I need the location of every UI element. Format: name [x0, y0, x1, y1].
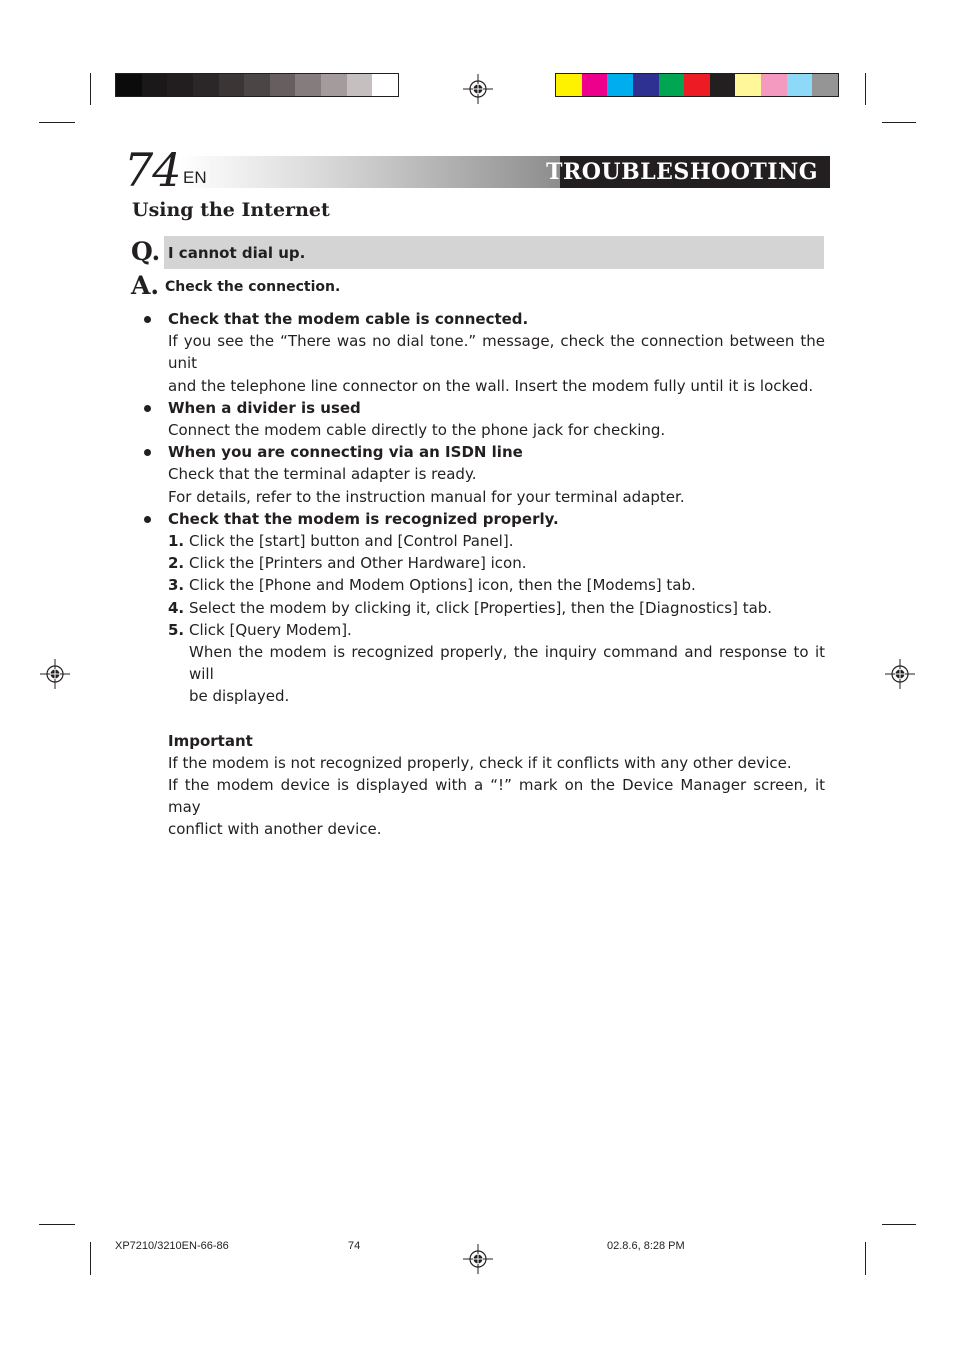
- color-swatch: [219, 74, 245, 96]
- footer-file: XP7210/3210EN-66-86: [115, 1240, 229, 1252]
- item-line: and the telephone line connector on the wall. Insert the modem fully until it is locked.: [168, 376, 814, 395]
- list-item: [168, 441, 825, 508]
- item-heading: When you are connecting via an ISDN line: [168, 443, 523, 462]
- step-extra-line: When the modem is recognized properly, the inquiry command and response to it will: [189, 643, 825, 684]
- color-swatch: [787, 74, 813, 96]
- bullet-icon: [144, 516, 151, 523]
- item-heading: Check that the modem is recognized properly.: [168, 509, 559, 528]
- crop-mark: [90, 1242, 91, 1275]
- color-swatch: [321, 74, 347, 96]
- color-swatch: [735, 74, 761, 96]
- step-number: 1.: [168, 532, 185, 551]
- page-language: EN: [183, 168, 207, 187]
- crop-mark: [90, 73, 91, 105]
- question-text: I cannot dial up.: [168, 244, 306, 262]
- footer-page: 74: [348, 1240, 361, 1252]
- step-text: Click the [start] button and [Control Panel].: [189, 532, 514, 551]
- step-number: 2.: [168, 554, 185, 573]
- list-item: [168, 308, 825, 397]
- important-line: conflict with another device.: [168, 820, 382, 839]
- bullet-icon: [144, 316, 151, 323]
- spacer: [168, 708, 825, 730]
- color-swatch: [244, 74, 270, 96]
- bullet-icon: [144, 449, 151, 456]
- color-swatch: [761, 74, 787, 96]
- step-text: Click the [Printers and Other Hardware] icon.: [189, 554, 527, 573]
- crop-mark: [882, 1224, 916, 1225]
- step-item: [168, 574, 825, 596]
- answer-text: Check the connection.: [165, 279, 341, 295]
- step-item: [168, 597, 825, 619]
- step-text: Click [Query Modem].: [189, 620, 352, 639]
- step-extra-line: be displayed.: [189, 687, 290, 706]
- color-swatch: [116, 74, 142, 96]
- bullet-icon: [144, 405, 151, 412]
- section-title-text: TROUBLESHOOTING: [546, 159, 818, 185]
- answer-content: [168, 308, 825, 841]
- color-swatch: [684, 74, 710, 96]
- step-text: Click the [Phone and Modem Options] icon, then the [Modems] tab.: [189, 576, 696, 595]
- question-letter: Q.: [131, 237, 161, 266]
- color-swatch: [556, 74, 582, 96]
- important-note: [168, 730, 825, 841]
- footer-timestamp: 02.8.6, 8:28 PM: [607, 1240, 685, 1252]
- color-swatch-bar: [555, 73, 839, 97]
- list-item: [168, 397, 825, 441]
- item-line: For details, refer to the instruction manual for your terminal adapter.: [168, 487, 685, 506]
- item-line: Check that the terminal adapter is ready.: [168, 465, 477, 484]
- crop-mark: [39, 122, 75, 123]
- subsection-heading: Using the Internet: [132, 199, 330, 221]
- list-item: [168, 508, 825, 708]
- section-title: [546, 156, 830, 188]
- color-swatch: [142, 74, 168, 96]
- important-heading: Important: [168, 731, 253, 750]
- crop-mark: [39, 1224, 75, 1225]
- registration-mark-icon: [463, 1244, 493, 1274]
- item-heading: Check that the modem cable is connected.: [168, 310, 529, 328]
- item-heading: When a divider is used: [168, 398, 361, 417]
- color-swatch: [347, 74, 373, 96]
- color-swatch: [270, 74, 296, 96]
- color-swatch: [607, 74, 633, 96]
- important-line: If the modem is not recognized properly, check if it conflicts with any other device.: [168, 753, 792, 772]
- step-number: 3.: [168, 576, 185, 595]
- registration-mark-icon: [885, 659, 915, 689]
- page-number: 74: [124, 143, 181, 197]
- color-swatch: [372, 74, 398, 96]
- step-item: [168, 530, 825, 552]
- registration-mark-icon: [40, 659, 70, 689]
- color-swatch: [582, 74, 608, 96]
- color-swatch: [633, 74, 659, 96]
- step-number: 5.: [168, 620, 185, 639]
- color-swatch: [167, 74, 193, 96]
- registration-mark-icon: [463, 74, 493, 104]
- crop-mark: [882, 122, 916, 123]
- color-swatch: [659, 74, 685, 96]
- step-number: 4.: [168, 598, 185, 617]
- step-item: [168, 619, 825, 708]
- crop-mark: [865, 73, 866, 105]
- crop-mark: [865, 1242, 866, 1275]
- color-swatch: [295, 74, 321, 96]
- color-swatch: [812, 74, 838, 96]
- step-text: Select the modem by clicking it, click [Properties], then the [Diagnostics] tab.: [189, 598, 773, 617]
- important-line: If the modem device is displayed with a “!” mark on the Device Manager screen, it may: [168, 776, 825, 817]
- color-swatch: [193, 74, 219, 96]
- gray-swatch-bar: [115, 73, 399, 97]
- step-item: [168, 552, 825, 574]
- item-line: Connect the modem cable directly to the phone jack for checking.: [168, 421, 666, 440]
- color-swatch: [710, 74, 736, 96]
- item-line: If you see the “There was no dial tone.” message, check the connection between the unit: [168, 332, 825, 373]
- answer-letter: A.: [131, 271, 160, 300]
